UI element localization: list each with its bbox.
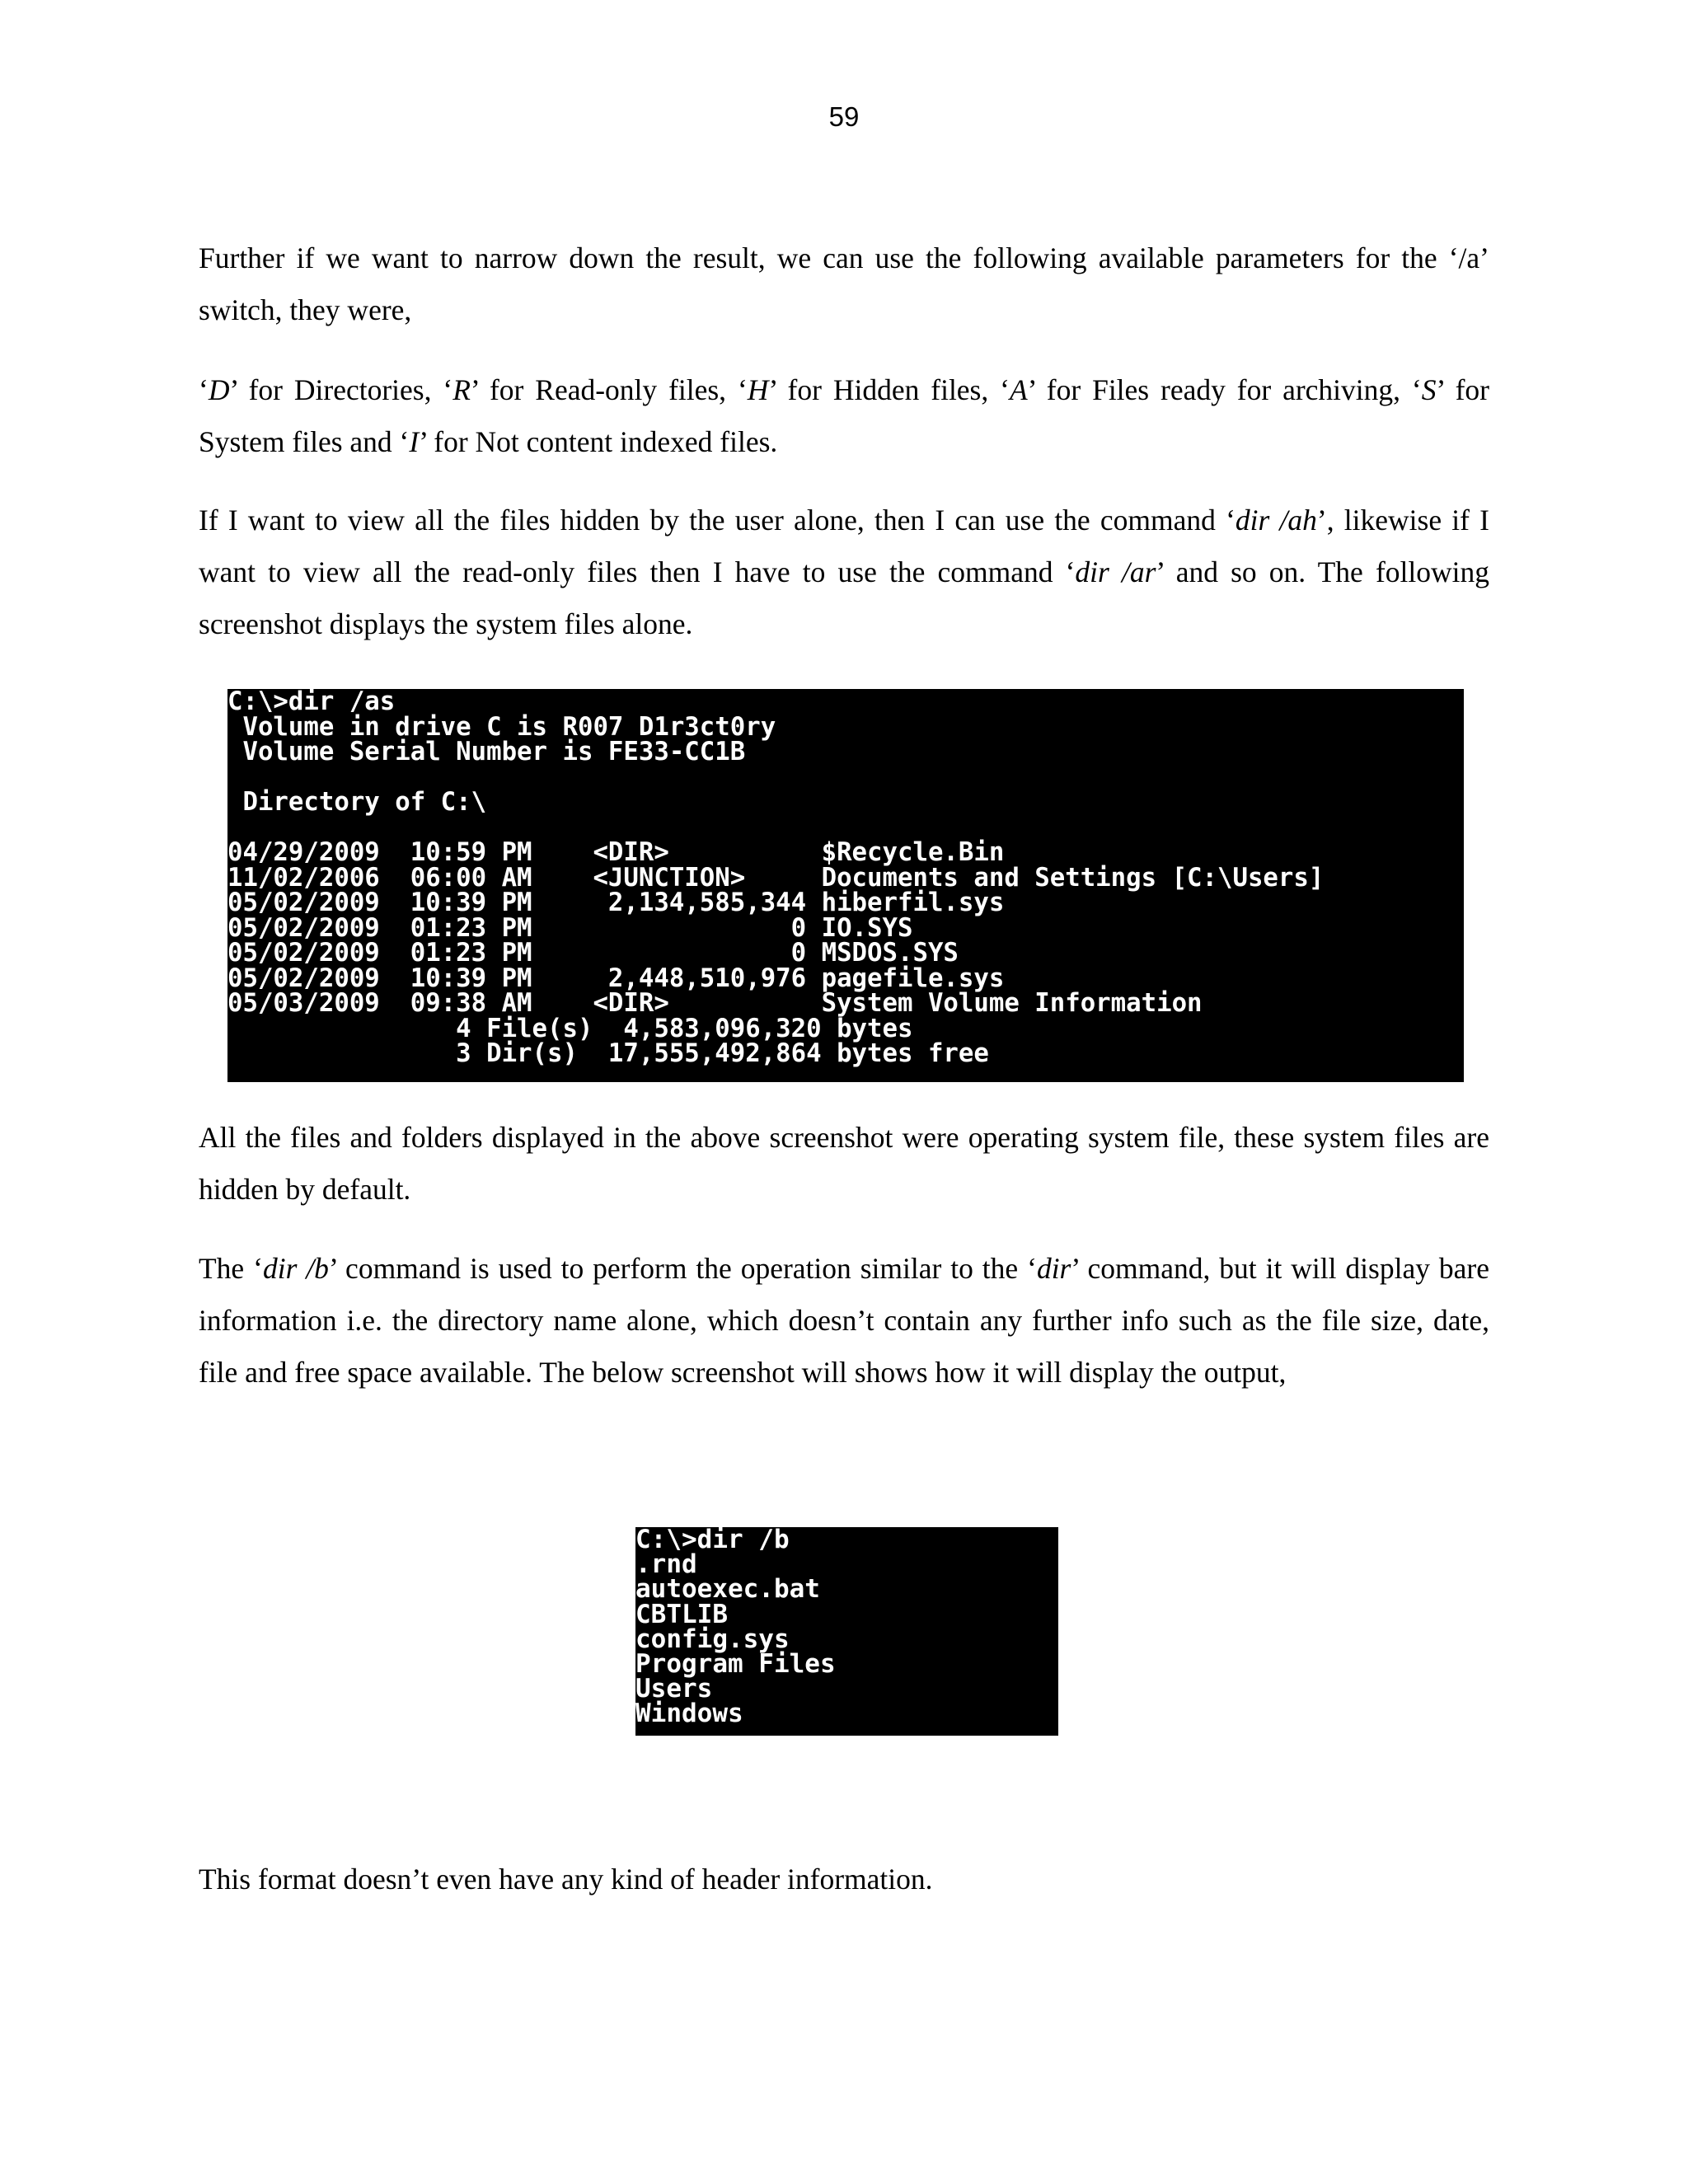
italic-term: I	[409, 425, 420, 458]
terminal-line: 05/03/2009 09:38 AM <DIR> System Volume Information	[227, 988, 1203, 1018]
dir-b-screenshot	[635, 1527, 1058, 1736]
italic-term: D	[208, 373, 230, 406]
italic-term: dir /ah	[1235, 504, 1317, 537]
terminal-line: 3 Dir(s) 17,555,492,864 bytes free	[227, 1038, 989, 1068]
terminal-line	[227, 765, 1451, 790]
italic-term: dir /b	[262, 1252, 329, 1285]
terminal-line: Volume Serial Number is FE33-CC1B	[227, 737, 746, 766]
italic-term: dir	[1036, 1252, 1071, 1285]
terminal-line: Users	[635, 1674, 713, 1704]
italic-term: H	[747, 373, 769, 406]
text-run: ’ for Read-only files, ‘	[470, 373, 748, 406]
paragraph-dir-b-description	[199, 1243, 1489, 1399]
page-number: 59	[828, 101, 860, 132]
terminal-line: C:\>dir /b	[635, 1527, 790, 1554]
text-run: ’ for Directories, ‘	[229, 373, 453, 406]
terminal-line: 05/02/2009 01:23 PM 0 MSDOS.SYS	[227, 938, 959, 968]
terminal-line: 05/02/2009 01:23 PM 0 IO.SYS	[227, 912, 913, 943]
terminal-line: config.sys	[635, 1624, 790, 1654]
terminal-line: .rnd	[635, 1549, 697, 1580]
terminal-line: Windows	[635, 1699, 743, 1729]
text-run: ‘	[199, 373, 209, 406]
text-run: ’, likewise if I want to view all the read-only files then I have to use the command ‘	[199, 504, 1490, 588]
italic-term: S	[1421, 373, 1437, 406]
terminal-line: 4 File(s) 4,583,096,320 bytes	[227, 1013, 913, 1043]
terminal-line: 04/29/2009 10:59 PM <DIR> $Recycle.Bin	[227, 837, 1005, 867]
terminal-line: Program Files	[635, 1649, 836, 1680]
text-run: ’ for Not content indexed files.	[419, 425, 778, 458]
terminal-line: CBTLIB	[635, 1599, 728, 1629]
text-run: If I want to view all the files hidden by the user alone, then I can use the command ‘	[199, 504, 1236, 537]
text-run: ’ for Hidden files, ‘	[768, 373, 1010, 406]
text-run: ’ for Files ready for archiving, ‘	[1027, 373, 1422, 406]
terminal-line: Volume in drive C is R007 D1r3ct0ry	[227, 711, 776, 742]
text-run: ’ and so on. The following screenshot displays the system files alone.	[199, 555, 1489, 640]
italic-term: A	[1009, 373, 1028, 406]
text-run: ’ command is used to perform the operation similar to the ‘	[328, 1252, 1037, 1285]
dir-as-screenshot	[227, 689, 1464, 1082]
paragraph-attribute-list	[199, 364, 1489, 468]
terminal-line	[227, 815, 1451, 841]
italic-term: dir /ar	[1075, 555, 1156, 588]
terminal-line: C:\>dir /as	[227, 689, 396, 716]
terminal-line: 11/02/2006 06:00 AM <JUNCTION> Documents and Settings [C:\Users]	[227, 862, 1325, 893]
paragraph-a-switch-intro: Further if we want to narrow down the result, we can use the following available parameters for the ‘/a’ switch, they were,	[199, 241, 1489, 326]
text-run: ’ for System files and ‘	[199, 373, 1489, 458]
terminal-line: 05/02/2009 10:39 PM 2,448,510,976 pagefile.sys	[227, 963, 1005, 993]
terminal-line: Directory of C:\	[227, 787, 487, 817]
paragraph-no-header: This format doesn’t even have any kind of header information.	[199, 1863, 933, 1896]
italic-term: R	[452, 373, 471, 406]
paragraph-hidden-readonly	[199, 494, 1489, 650]
text-run: The ‘	[199, 1252, 263, 1285]
terminal-line: autoexec.bat	[635, 1574, 820, 1605]
text-run: ’ command, but it will display bare information i.e. the directory name alone, which doesn’t contain any further info such as the file size, date, file and free space available. The below screenshot will shows how it will display the output,	[199, 1252, 1489, 1389]
paragraph-system-files-note: All the files and folders displayed in the above screenshot were operating system file, these system files are hidden by default.	[199, 1121, 1489, 1206]
terminal-line: 05/02/2009 10:39 PM 2,134,585,344 hiberfil.sys	[227, 888, 1005, 917]
